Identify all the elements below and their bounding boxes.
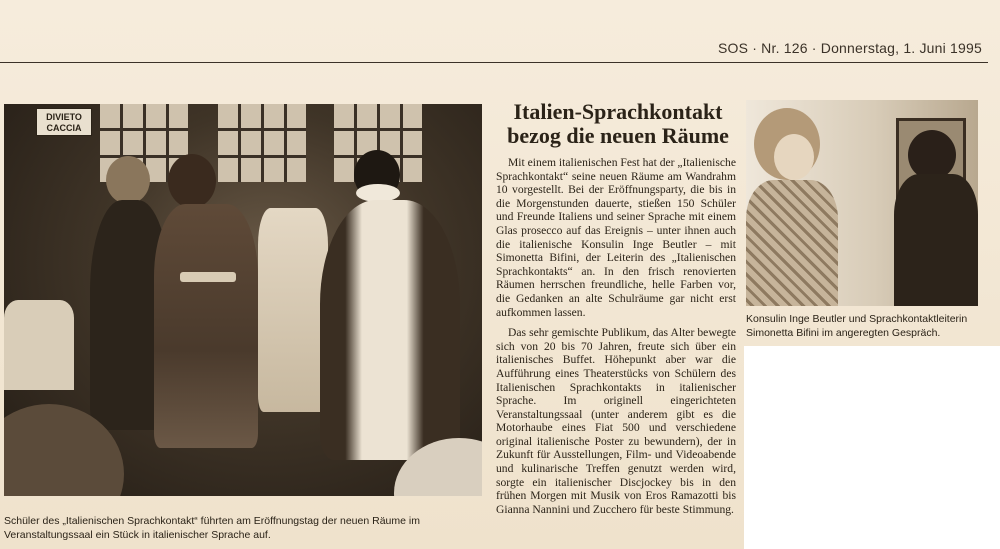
photo-director bbox=[894, 174, 978, 306]
photo-person-head bbox=[106, 156, 150, 204]
photo-consul-face bbox=[774, 134, 814, 180]
article-headline: Italien-Sprachkontakt bezog die neuen Räume bbox=[507, 99, 729, 148]
photo-caption-right: Konsulin Inge Beutler und Sprachkontaktleiterin Simonetta Bifini im angeregten Gespräch. bbox=[746, 313, 968, 339]
photo-sign: DIVIETO CACCIA bbox=[36, 108, 92, 136]
photo-caption-left: Schüler des „Italienischen Sprachkontakt“ führten am Eröffnungstag der neuen Räume im Veranstaltungssaal ein Stück in italienischer Sprache auf. bbox=[4, 515, 420, 541]
article-body bbox=[496, 156, 736, 523]
photo-actress bbox=[154, 204, 258, 448]
photo-actor bbox=[320, 200, 460, 460]
blank-area bbox=[744, 346, 1000, 549]
photo-costume bbox=[258, 208, 328, 412]
photo-actress-head bbox=[168, 154, 216, 208]
photo-consul bbox=[746, 180, 838, 306]
masthead-rule bbox=[0, 62, 988, 63]
photo-table bbox=[4, 300, 74, 390]
masthead: SOS · Nr. 126 · Donnerstag, 1. Juni 1995 bbox=[717, 40, 982, 56]
photo-director-head bbox=[908, 130, 956, 180]
photo-window bbox=[218, 104, 306, 182]
article-paragraph: Mit einem italienischen Fest hat der „Italienische Sprachkontakt“ seine neuen Räume am Wandrahm 10 vorgestellt. Bei der Eröffnungsparty, die bis in die Morgenstunden dauerte, stießen 150 Schüler und Freunde Italiens und seiner Sprache mit einem Glas prosecco auf das Ereignis – unter ihnen auch die italienische Konsulin Inge Beutler – mit Simonetta Bifini, der Leiterin des „Italienischen Sprachkontakts“ an. In den frisch renovierten Räumen herrschen freundliche, helle Farben vor, die Gedanken an alte Schulräume gar nicht erst aufkommen lassen. bbox=[496, 156, 736, 319]
photo-consul-conversation bbox=[746, 100, 978, 306]
photo-theater-performance bbox=[4, 104, 482, 496]
article-paragraph: Das sehr gemischte Publikum, das Alter bewegte sich von 20 bis 70 Jahren, freute sich über ein italienisches Buffet. Höhepunkt aber war die Aufführung eines Theaterstücks von Schülern des Italienischen Sprachkontakts in italienischer Sprache. Im originell eingerichteten Veranstaltungssaal (unter anderem gibt es die Motorhaube eines Fiat 500 und verschiedene original italienische Poster zu bewundern), der in Zukunft für Ausstellungen, Film- und Videoabende und kulinarische Treffen genutzt werden wird, sorgte ein italienischer Discjockey bis in den frühen Morgen mit Musik von Eros Ramazotti bis Gianna Nannini und Zucchero für beste Stimmung. bbox=[496, 326, 736, 516]
photo-actress-sash bbox=[180, 272, 236, 282]
